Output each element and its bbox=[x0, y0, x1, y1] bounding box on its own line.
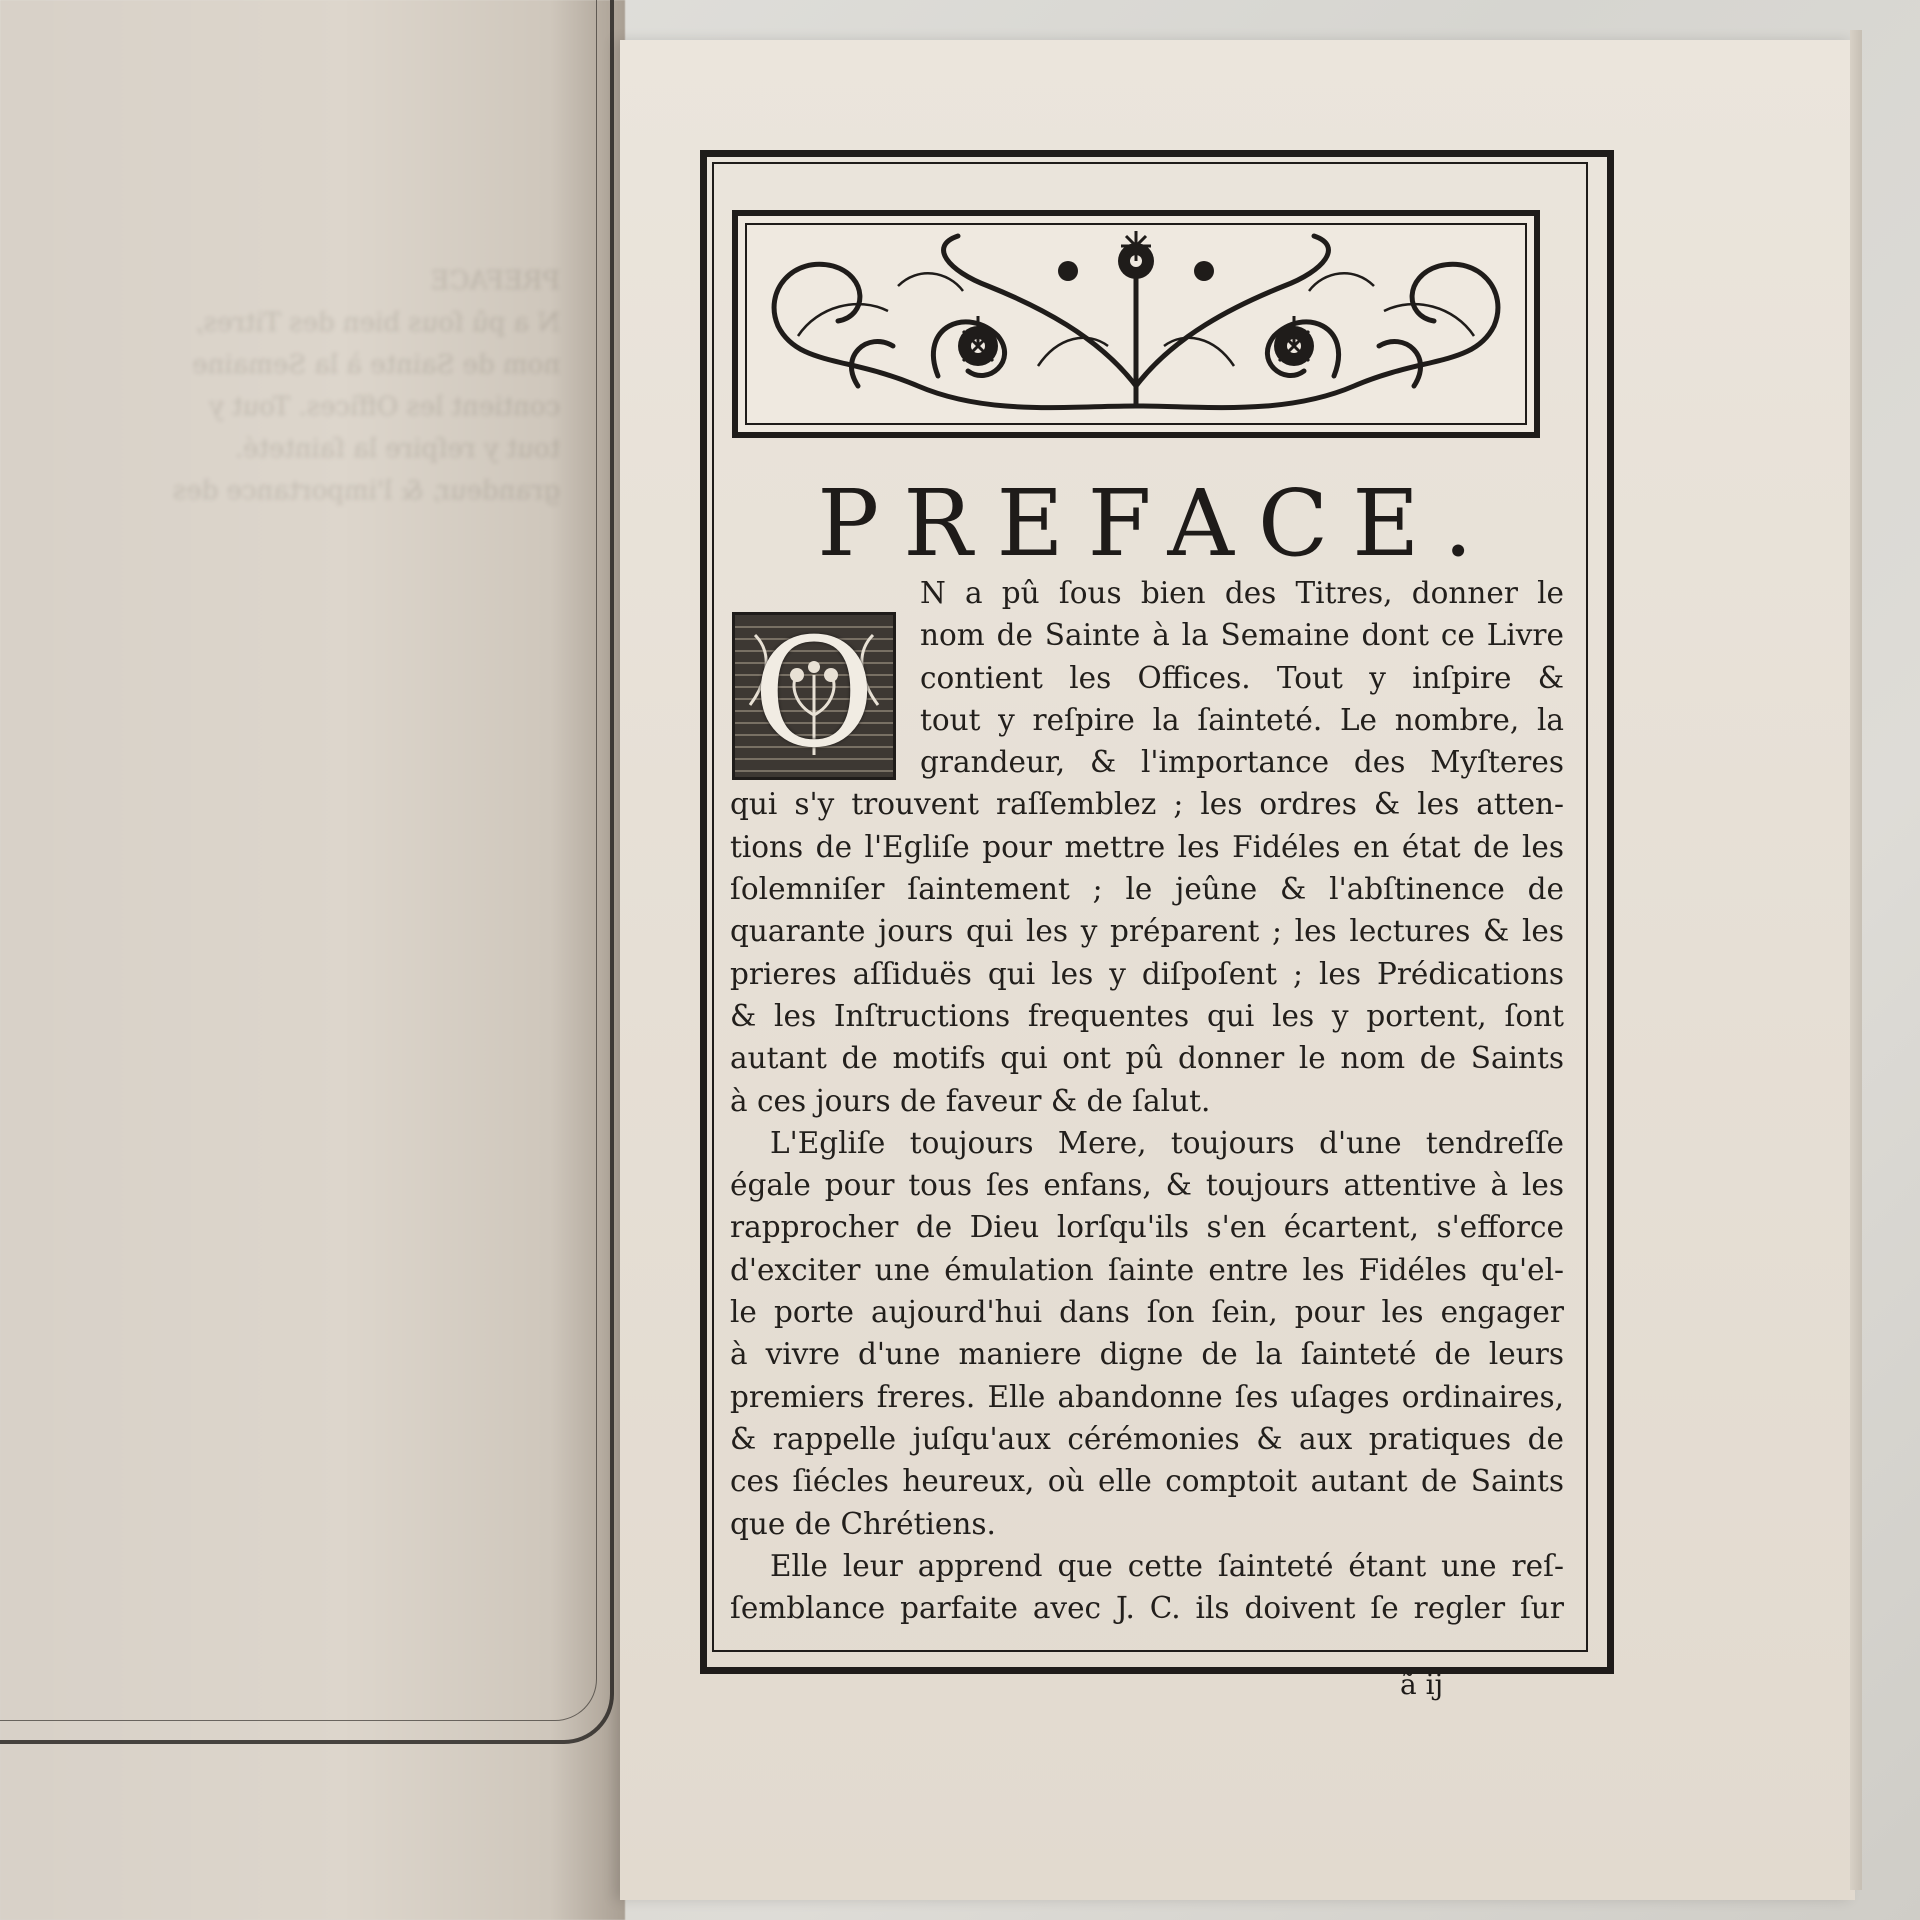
text-line: ſolemniſer ſaintement ; le jeûne & l'abſtinence de bbox=[730, 872, 1564, 907]
text-line: ſemblance parfaite avec J. C. ils doivent ſe regler ſur bbox=[730, 1591, 1564, 1626]
text-line: premiers freres. Elle abandonne ſes uſages ordinaires, bbox=[730, 1379, 1564, 1414]
text-line: le porte aujourd'hui dans ſon ſein, pour les engager bbox=[730, 1295, 1564, 1330]
left-page-inner-border bbox=[0, 0, 597, 1721]
bleed-through-text: PREFACE N a pû ſous bien des Titres, nom de Sainte à la Semaine contient les Offices. Tout y tout y reſpire la ſainteté. grandeur, & l'importance des bbox=[172, 266, 560, 506]
text-line: autant de motifs qui ont pû donner le nom de Saints bbox=[730, 1041, 1564, 1076]
text-line: & les Inſtructions frequentes qui les y portent, ſont bbox=[730, 998, 1564, 1033]
text-line: d'exciter une émulation ſainte entre les Fidéles qu'el- bbox=[730, 1252, 1564, 1287]
text-line: N a pû ſous bien des Titres, donner le bbox=[920, 576, 1564, 610]
text-line: tout y reſpire la ſainteté. Le nombre, la bbox=[920, 702, 1564, 737]
signature-mark: ã ij bbox=[1400, 1668, 1444, 1701]
text-line: & rappelle juſqu'aux cérémonies & aux pratiques de bbox=[730, 1421, 1564, 1456]
page-title: PREFACE. bbox=[817, 470, 1497, 577]
text-line: à vivre d'une maniere digne de la ſainteté de leurs bbox=[730, 1337, 1564, 1372]
text-line: égale pour tous ſes enfans, & toujours attentive à les bbox=[730, 1168, 1564, 1203]
text-line: prieres aſſiduës qui les y diſpoſent ; les Prédications bbox=[730, 956, 1564, 991]
text-line: rapprocher de Dieu lorſqu'ils s'en écartent, s'efforce bbox=[730, 1210, 1564, 1245]
preface-text bbox=[730, 572, 1564, 1629]
text-line: tions de l'Egliſe pour mettre les Fidéles en état de les bbox=[730, 829, 1564, 864]
text-line: à ces jours de faveur & de ſalut. bbox=[730, 1083, 1211, 1118]
drop-cap-letter: O bbox=[752, 612, 876, 780]
floral-scroll-ornament-icon bbox=[738, 216, 1534, 432]
text-line: ces ſiécles heureux, où elle comptoit autant de Saints bbox=[730, 1464, 1564, 1499]
text-line: qui s'y trouvent raſſemblez ; les ordres & les atten- bbox=[730, 787, 1564, 822]
page-edge bbox=[1850, 30, 1862, 1890]
ornamental-headpiece bbox=[732, 210, 1540, 438]
text-line: quarante jours qui les y préparent ; les lectures & les bbox=[730, 914, 1564, 949]
text-line: Elle leur apprend que cette ſainteté étant une reſ- bbox=[770, 1548, 1564, 1583]
text-line: contient les Offices. Tout y inſpire & bbox=[920, 660, 1564, 695]
text-line: nom de Sainte à la Semaine dont ce Livre bbox=[920, 618, 1564, 653]
text-line: L'Egliſe toujours Mere, toujours d'une tendreſſe bbox=[770, 1125, 1564, 1160]
text-line: grandeur, & l'importance des Myſteres bbox=[920, 745, 1564, 780]
text-line: que de Chrétiens. bbox=[730, 1506, 996, 1541]
